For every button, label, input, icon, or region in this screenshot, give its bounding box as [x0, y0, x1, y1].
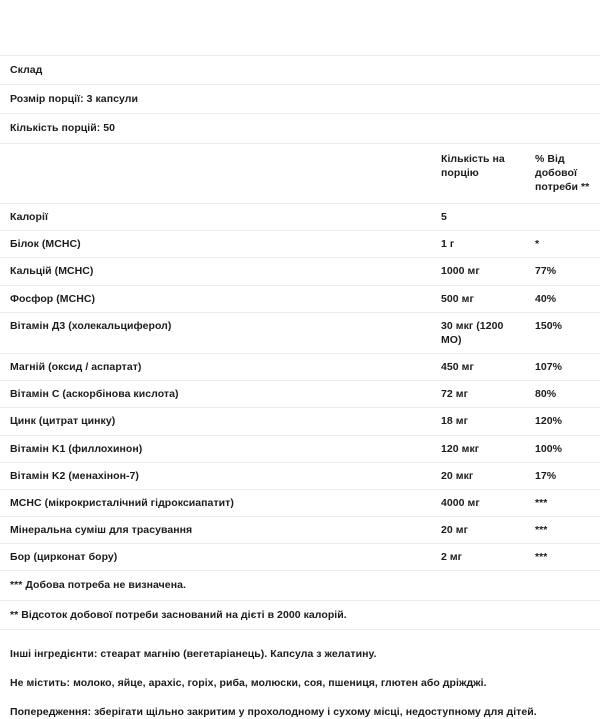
table-row	[0, 285, 600, 312]
serving-size-label: Розмір порції: 3 капсули	[0, 85, 431, 114]
section-title-amount-cell	[431, 56, 525, 85]
ingredient-daily-value: 17%	[525, 462, 600, 489]
ingredient-name: Мінеральна суміш для трасування	[0, 517, 431, 544]
table-row	[0, 258, 600, 285]
ingredient-daily-value: *	[525, 231, 600, 258]
servings-per-container-label: Кількість порцій: 50	[0, 114, 431, 143]
column-header-amount-per-serving	[431, 143, 525, 204]
ingredient-name: Бор (цирконат бору)	[0, 544, 431, 571]
section-title: Склад	[0, 56, 431, 85]
ingredient-name: Вітамін Д3 (холекальциферол)	[0, 312, 431, 353]
table-row	[0, 517, 600, 544]
footnote-dv-cell	[525, 571, 600, 600]
table-row-footnote	[0, 600, 600, 629]
ingredient-name: Вітамін K1 (филлохинон)	[0, 435, 431, 462]
table-row-footnote	[0, 571, 600, 600]
table-row-section-title	[0, 56, 600, 85]
column-header-percent-daily-value-label: % Від добової потреби **	[535, 152, 590, 193]
table-body	[0, 56, 600, 630]
ingredient-daily-value: ***	[525, 489, 600, 516]
ingredient-amount: 20 мкг	[431, 462, 525, 489]
footnote-amount-cell	[431, 571, 525, 600]
table-row	[0, 354, 600, 381]
ingredient-amount: 20 мг	[431, 517, 525, 544]
section-title-dv-cell	[525, 56, 600, 85]
footnote-daily-value-basis: ** Відсоток добової потреби заснований на дієті в 2000 калорій.	[0, 600, 431, 629]
ingredient-daily-value: ***	[525, 517, 600, 544]
top-spacer	[0, 0, 600, 55]
table-row	[0, 435, 600, 462]
supplement-facts-table	[0, 55, 600, 630]
table-row	[0, 381, 600, 408]
ingredient-amount: 72 мг	[431, 381, 525, 408]
serving-size-amount-cell	[431, 85, 525, 114]
allergen-free-text: Не містить: молоко, яйце, арахіс, горіх, риба, молюски, соя, пшениця, глютен або дріжджі.	[10, 676, 487, 689]
ingredient-daily-value: 107%	[525, 354, 600, 381]
ingredient-amount: 18 мг	[431, 408, 525, 435]
ingredient-amount: 500 мг	[431, 285, 525, 312]
column-header-amount-per-serving-label: Кількість на порцію	[441, 152, 505, 179]
ingredient-daily-value: 77%	[525, 258, 600, 285]
ingredient-name: Білок (MCHC)	[0, 231, 431, 258]
table-row	[0, 544, 600, 571]
ingredient-daily-value: 100%	[525, 435, 600, 462]
ingredient-name: Фосфор (MCHC)	[0, 285, 431, 312]
footer-notes	[0, 630, 600, 719]
ingredient-amount: 1 г	[431, 231, 525, 258]
ingredient-name: Вітамін K2 (менахінон-7)	[0, 462, 431, 489]
table-row	[0, 408, 600, 435]
ingredient-daily-value: 80%	[525, 381, 600, 408]
footnote-amount-cell	[431, 600, 525, 629]
ingredient-daily-value	[525, 204, 600, 231]
table-row	[0, 462, 600, 489]
ingredient-name: Магній (оксид / аспартат)	[0, 354, 431, 381]
ingredient-amount: 30 мкг (1200 МО)	[431, 312, 525, 353]
ingredient-amount: 1000 мг	[431, 258, 525, 285]
ingredient-name: Калорії	[0, 204, 431, 231]
ingredient-name: Кальцій (MCHC)	[0, 258, 431, 285]
footnote-dv-cell	[525, 600, 600, 629]
ingredient-amount: 4000 мг	[431, 489, 525, 516]
table-row	[0, 204, 600, 231]
ingredient-daily-value: 120%	[525, 408, 600, 435]
servings-per-container-dv-cell	[525, 114, 600, 143]
warning-text: Попередження: зберігати щільно закритим у прохолодному і сухому місці, недоступному для дітей.	[10, 706, 537, 719]
table-row-servings-per-container	[0, 114, 600, 143]
table-row-serving-size	[0, 85, 600, 114]
other-ingredients-text: Інші інгредієнти: стеарат магнію (вегетаріанець). Капсула з желатину.	[10, 647, 377, 660]
ingredient-amount: 120 мкг	[431, 435, 525, 462]
servings-per-container-amount-cell	[431, 114, 525, 143]
ingredient-amount: 450 мг	[431, 354, 525, 381]
serving-size-dv-cell	[525, 85, 600, 114]
table-row	[0, 489, 600, 516]
ingredient-daily-value: 150%	[525, 312, 600, 353]
table-row	[0, 231, 600, 258]
ingredient-daily-value: ***	[525, 544, 600, 571]
table-header-row	[0, 143, 600, 204]
ingredient-amount: 2 мг	[431, 544, 525, 571]
ingredient-daily-value: 40%	[525, 285, 600, 312]
ingredient-amount: 5	[431, 204, 525, 231]
column-header-name	[0, 143, 431, 204]
ingredient-name: Вітамін С (аскорбінова кислота)	[0, 381, 431, 408]
ingredient-name: MCHC (мікрокристалічний гідроксиапатит)	[0, 489, 431, 516]
footnote-daily-value-undetermined: *** Добова потреба не визначена.	[0, 571, 431, 600]
column-header-percent-daily-value	[525, 143, 600, 204]
table-row	[0, 312, 600, 353]
ingredient-name: Цинк (цитрат цинку)	[0, 408, 431, 435]
